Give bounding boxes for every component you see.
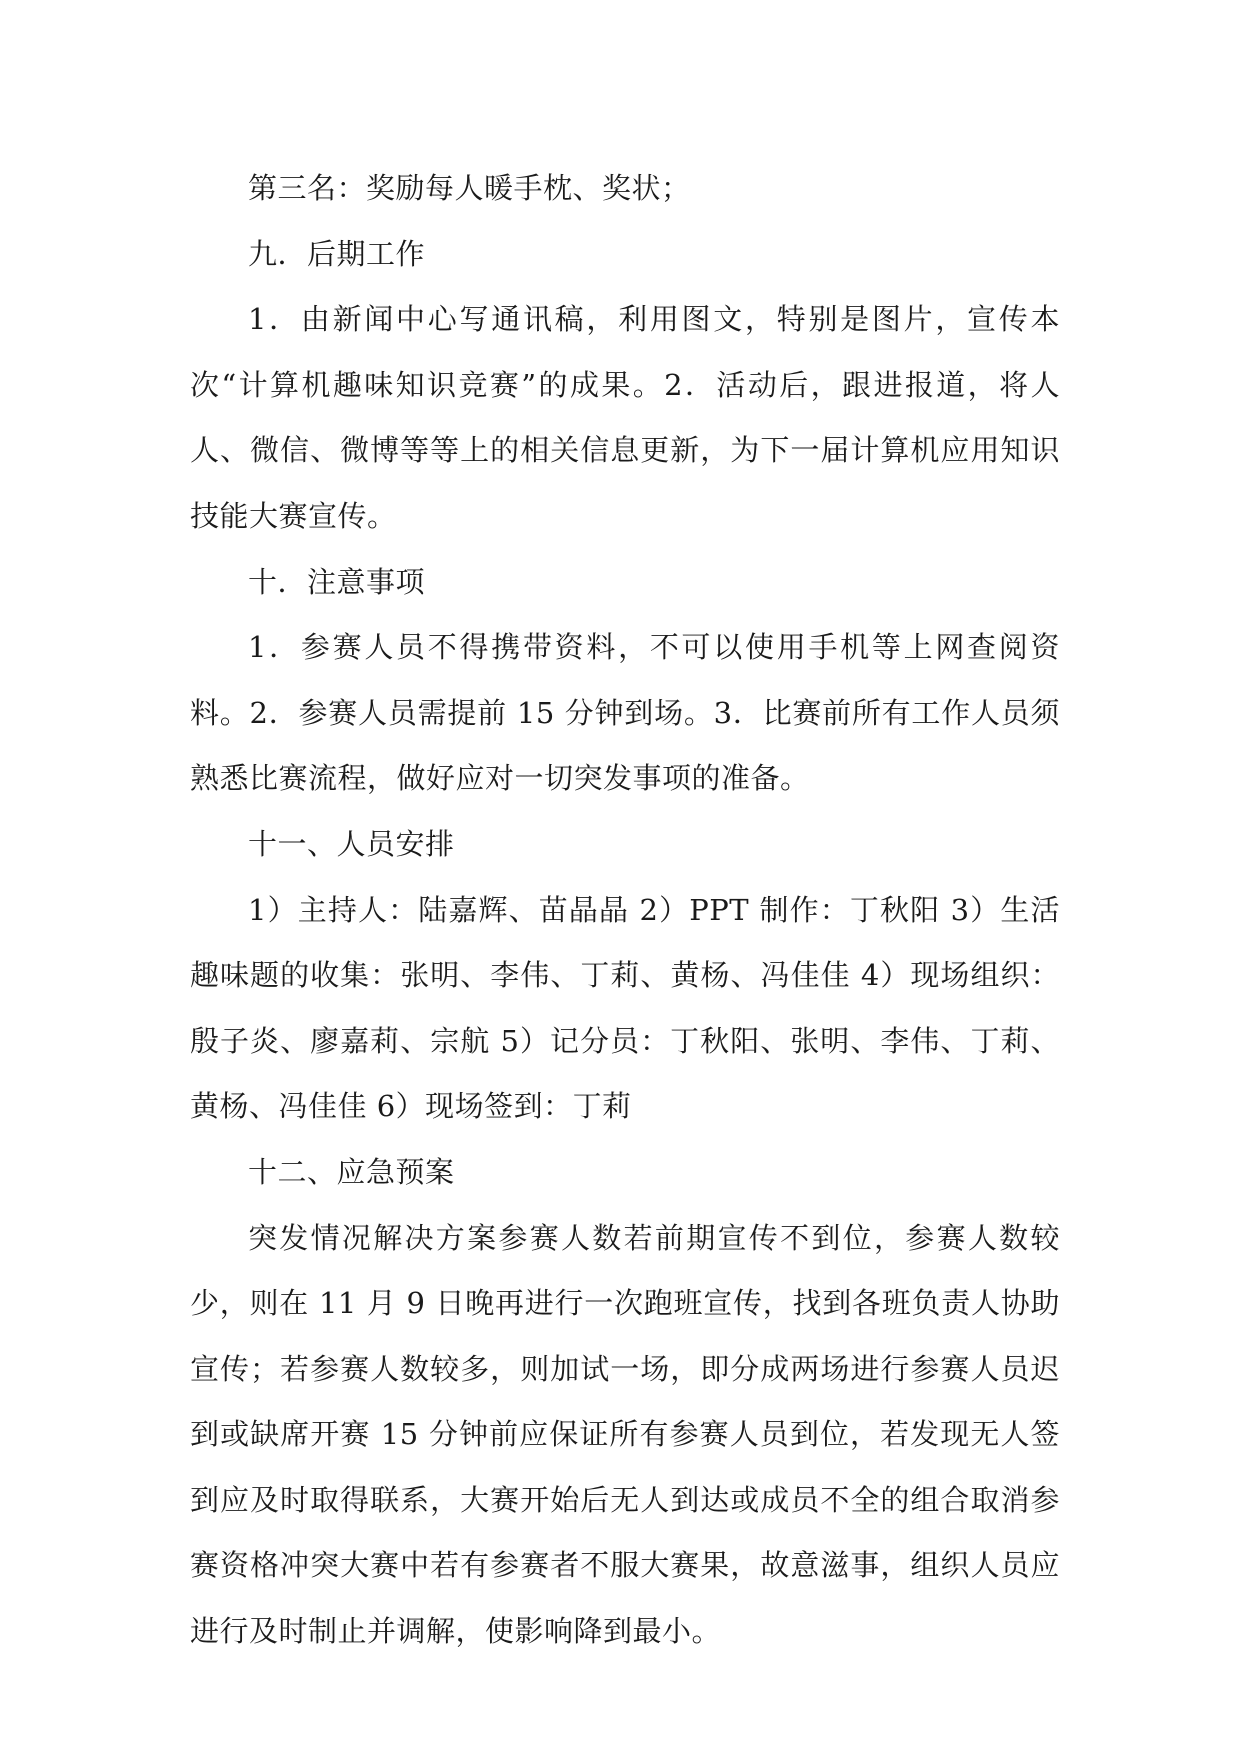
heading-section-12: 十二、应急预案 [248,1154,455,1189]
heading-section-10: 十．注意事项 [248,564,426,599]
paragraph-third-prize: 第三名：奖励每人暖手枕、奖状； [248,171,691,205]
document-body [190,156,1060,1665]
heading-section-11: 十一、人员安排 [248,826,455,861]
paragraph-emergency-plan: 突发情况解决方案参赛人数若前期宣传不到位，参赛人数较少，则在 11 月 9 日晚再进行一次跑班宣传，找到各班负责人协助宣传；若参赛人数较多，则加试一场，即分成两场进行参赛人员迟到或缺席开赛 15 分钟前应保证所有参赛人员到位，若发现无人签到应及时取得联系，大赛开始后无人到达或成员不全的组合取消参赛资格冲突大赛中若有参赛者不服大赛果，故意滋事，组织人员应进行及时制止并调解，使影响降到最小。 [190,1220,1060,1649]
paragraph-staff-arrangement: 1）主持人：陆嘉辉、苗晶晶 2）PPT 制作：丁秋阳 3）生活趣味题的收集：张明、李伟、丁莉、黄杨、冯佳佳 4）现场组织：殷子炎、廖嘉莉、宗航 5）记分员：丁秋阳、张明、李伟、丁莉、黄杨、冯佳佳 6）现场签到：丁莉 [190,892,1060,1124]
paragraph-notes: 1．参赛人员不得携带资料，不可以使用手机等上网查阅资料。2．参赛人员需提前 15 分钟到场。3．比赛前所有工作人员须熟悉比赛流程，做好应对一切突发事项的准备。 [190,630,1060,796]
heading-section-9: 九．后期工作 [248,236,426,271]
paragraph-followup-work: 1．由新闻中心写通讯稿，利用图文，特别是图片，宣传本次“计算机趣味知识竞赛”的成果。2．活动后，跟进报道，将人人、微信、微博等等上的相关信息更新，为下一届计算机应用知识技能大赛宣传。 [190,302,1060,533]
